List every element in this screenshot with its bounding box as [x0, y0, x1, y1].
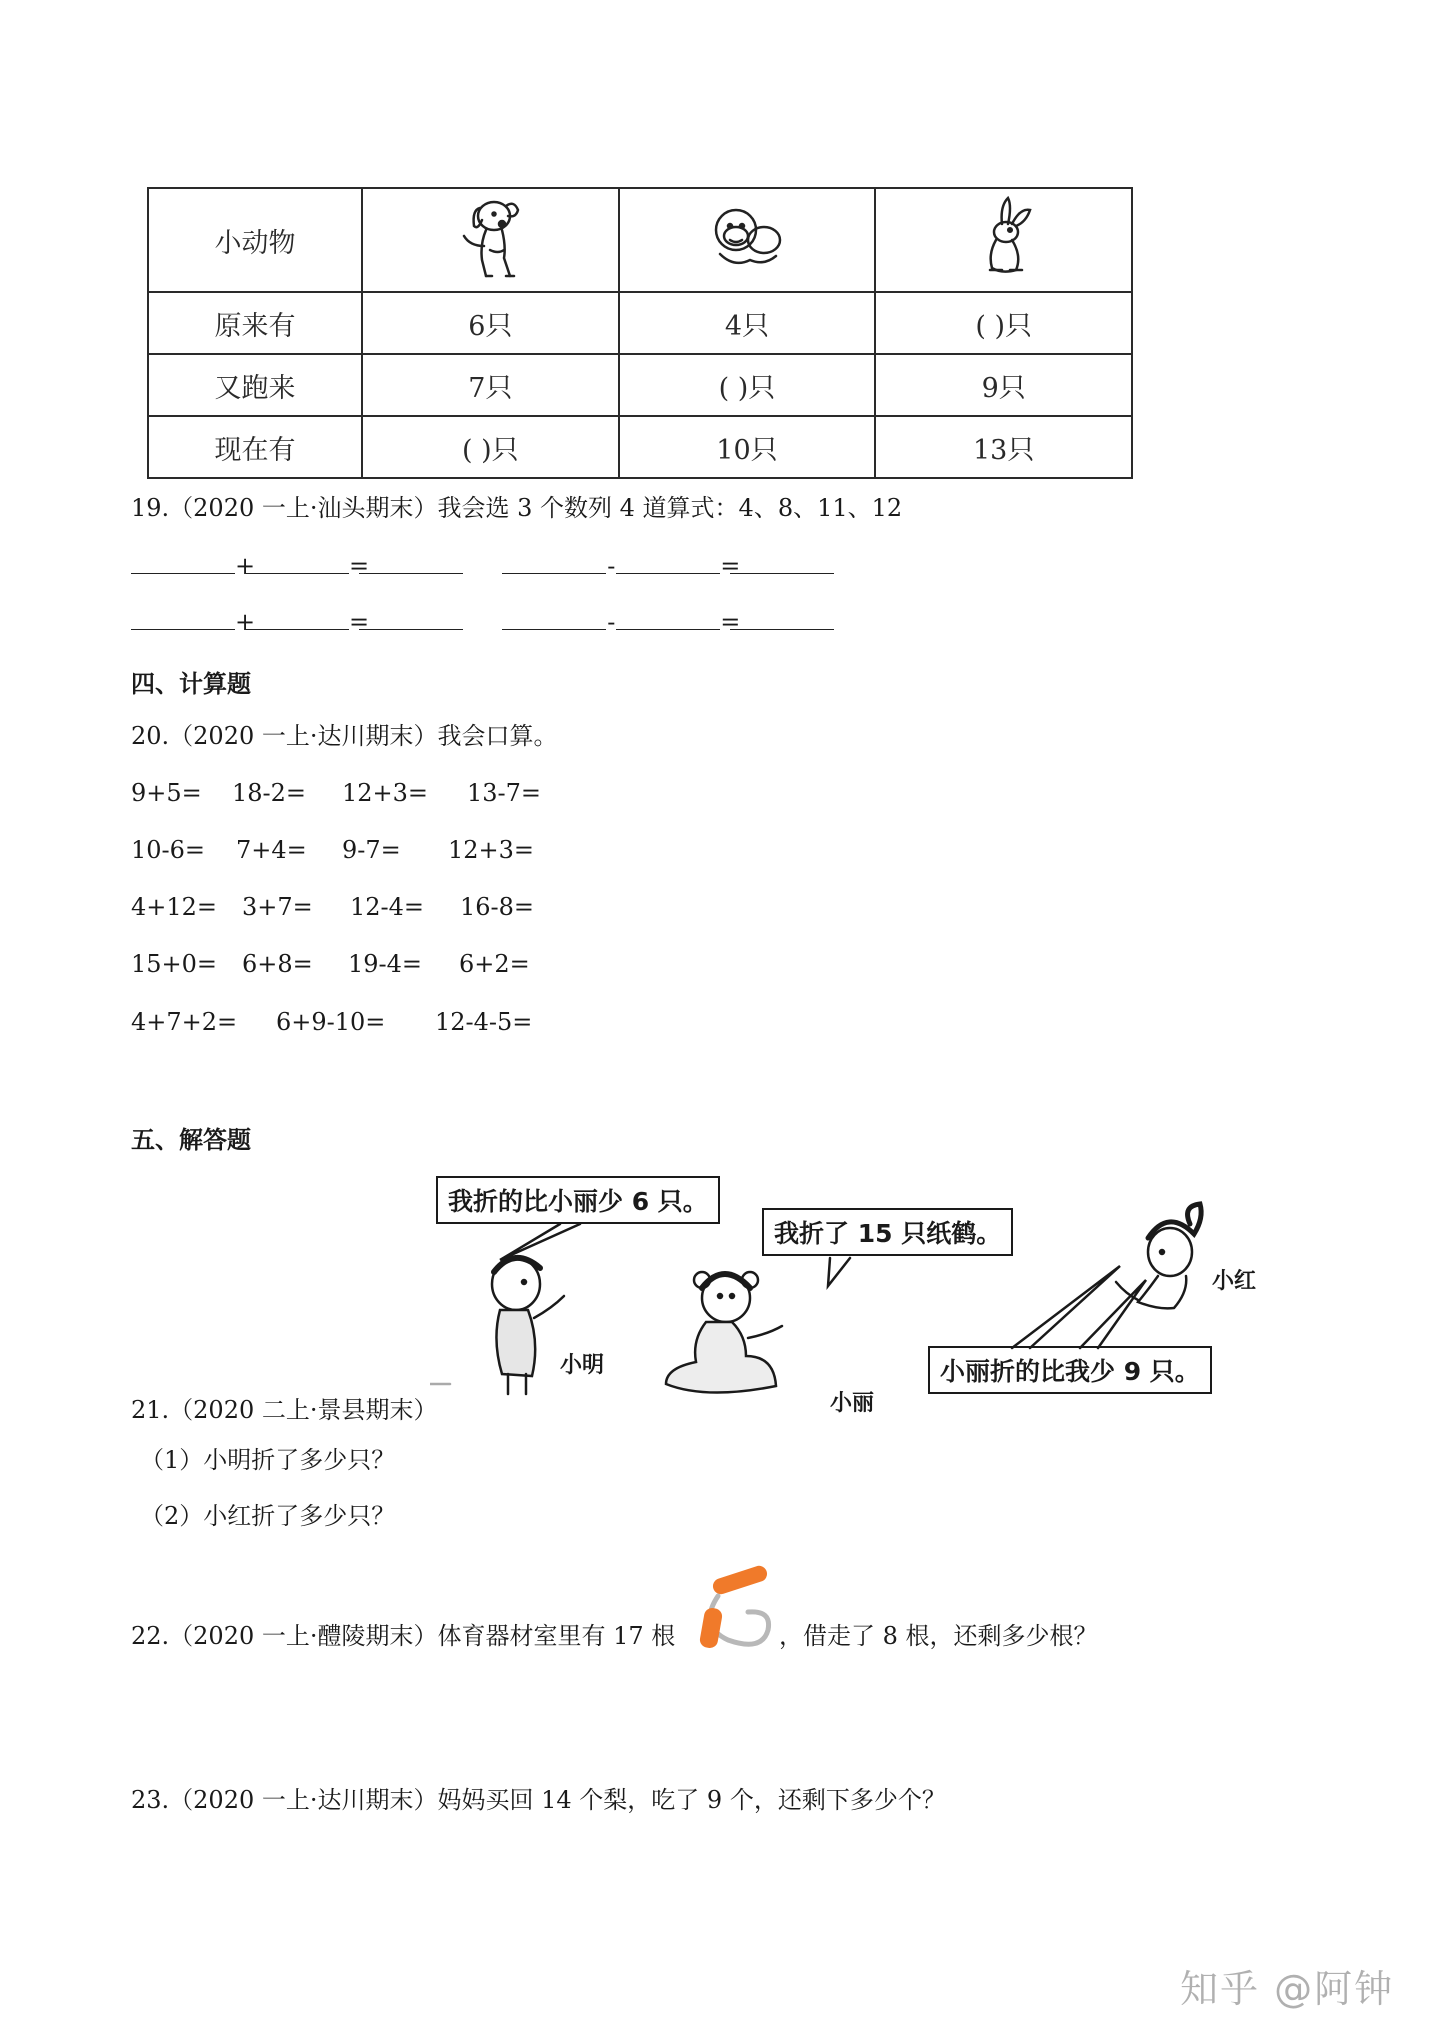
blank[interactable]: [730, 609, 834, 630]
q20-item: 12+3=: [448, 836, 535, 864]
q20-item: 6+2=: [459, 950, 530, 978]
blank[interactable]: [359, 553, 463, 574]
blank[interactable]: [131, 609, 235, 630]
q20-item: 10-6=: [131, 836, 206, 864]
q22-text-after: ，借走了 8 根，还剩多少根？: [779, 1622, 1098, 1650]
xiaoming-figure: [430, 1258, 564, 1394]
q20-item: 4+7+2=: [131, 1008, 238, 1036]
blank[interactable]: [616, 553, 720, 574]
q20-item: 13-7=: [467, 779, 542, 807]
name-xiaohong: 小红: [1212, 1269, 1257, 1294]
blank[interactable]: [616, 609, 720, 630]
q20-item: 19-4=: [348, 950, 423, 978]
q20-item: 12+3=: [342, 779, 429, 807]
blank[interactable]: [502, 553, 606, 574]
equals-sign: =: [349, 552, 370, 580]
q20-item: 6+8=: [242, 950, 313, 978]
q20-item: 3+7=: [242, 893, 313, 921]
q20-item: 18-2=: [232, 779, 307, 807]
q22-text-before: 22.（2020 一上·醴陵期末）体育器材室里有 17 根: [131, 1622, 676, 1650]
q21-text: 21.（2020 二上·景县期末）: [131, 1396, 438, 1424]
minus-sign: -: [607, 608, 616, 636]
name-xiaoming: 小明: [560, 1353, 605, 1378]
bubble-xiaoli: 我折了 15 只纸鹤。: [762, 1208, 1013, 1256]
plus-sign: +: [235, 608, 256, 636]
dog-came: 7只: [362, 354, 619, 416]
q20-item: 12-4-5=: [435, 1008, 533, 1036]
blank[interactable]: [245, 553, 349, 574]
q20-item: 6+9-10=: [276, 1008, 386, 1036]
comic-illustration: [430, 1168, 1260, 1416]
q20-item: 9-7=: [342, 836, 401, 864]
q23-text: 23.（2020 一上·达川期末）妈妈买回 14 个梨，吃了 9 个，还剩下多少个？: [131, 1786, 946, 1814]
row-header-animal: 小动物: [148, 188, 362, 292]
q20-item: 15+0=: [131, 950, 218, 978]
q21-sub-1: （1）小明折了多少只？: [140, 1446, 396, 1474]
watermark: 知乎 @阿钟: [1180, 1967, 1395, 2011]
q19-text: 19.（2020 一上·汕头期末）我会选 3 个数列 4 道算式：4、8、11、12: [131, 494, 903, 522]
q19-line-1: [131, 552, 834, 580]
equals-sign: =: [720, 552, 741, 580]
equals-sign: =: [349, 608, 370, 636]
minus-sign: -: [607, 552, 616, 580]
blank[interactable]: [730, 553, 834, 574]
xiaohong-figure: [1116, 1204, 1201, 1308]
q20-text: 20.（2020 一上·达川期末）我会口算。: [131, 722, 558, 750]
monkey-original: 4只: [619, 292, 876, 354]
q20-item: 9+5=: [131, 779, 202, 807]
rabbit-original: ( )只: [875, 292, 1132, 354]
rabbit-now: 13只: [875, 416, 1132, 478]
row-header-original: 原来有: [148, 292, 362, 354]
row-header-came: 又跑来: [148, 354, 362, 416]
dog-cell: [362, 188, 619, 292]
plus-sign: +: [235, 552, 256, 580]
name-xiaoli: 小丽: [830, 1391, 875, 1416]
rabbit-icon: [972, 196, 1036, 278]
section-4-title: 四、计算题: [131, 670, 251, 698]
rabbit-came: 9只: [875, 354, 1132, 416]
blank[interactable]: [131, 553, 235, 574]
bubble-xiaohong: 小丽折的比我少 9 只。: [928, 1346, 1212, 1394]
q20-item: 4+12=: [131, 893, 218, 921]
dog-now: ( )只: [362, 416, 619, 478]
monkey-came: ( )只: [619, 354, 876, 416]
q20-item: 16-8=: [460, 893, 535, 921]
dog-original: 6只: [362, 292, 619, 354]
q20-item: 12-4=: [350, 893, 425, 921]
jump-rope-icon: [688, 1556, 792, 1656]
dog-icon: [450, 194, 530, 280]
animal-table: [147, 187, 1133, 479]
blank[interactable]: [359, 609, 463, 630]
monkey-icon: [710, 202, 784, 272]
section-5-title: 五、解答题: [131, 1126, 251, 1154]
rabbit-cell: [875, 188, 1132, 292]
q19-line-2: [131, 608, 834, 636]
equals-sign: =: [720, 608, 741, 636]
q21-sub-2: （2）小红折了多少只？: [140, 1502, 396, 1530]
q20-item: 7+4=: [236, 836, 307, 864]
blank[interactable]: [245, 609, 349, 630]
bubble-xiaoming: 我折的比小丽少 6 只。: [436, 1176, 720, 1224]
monkey-cell: [619, 188, 876, 292]
xiaoli-figure: [666, 1272, 782, 1393]
row-header-now: 现在有: [148, 416, 362, 478]
blank[interactable]: [502, 609, 606, 630]
monkey-now: 10只: [619, 416, 876, 478]
